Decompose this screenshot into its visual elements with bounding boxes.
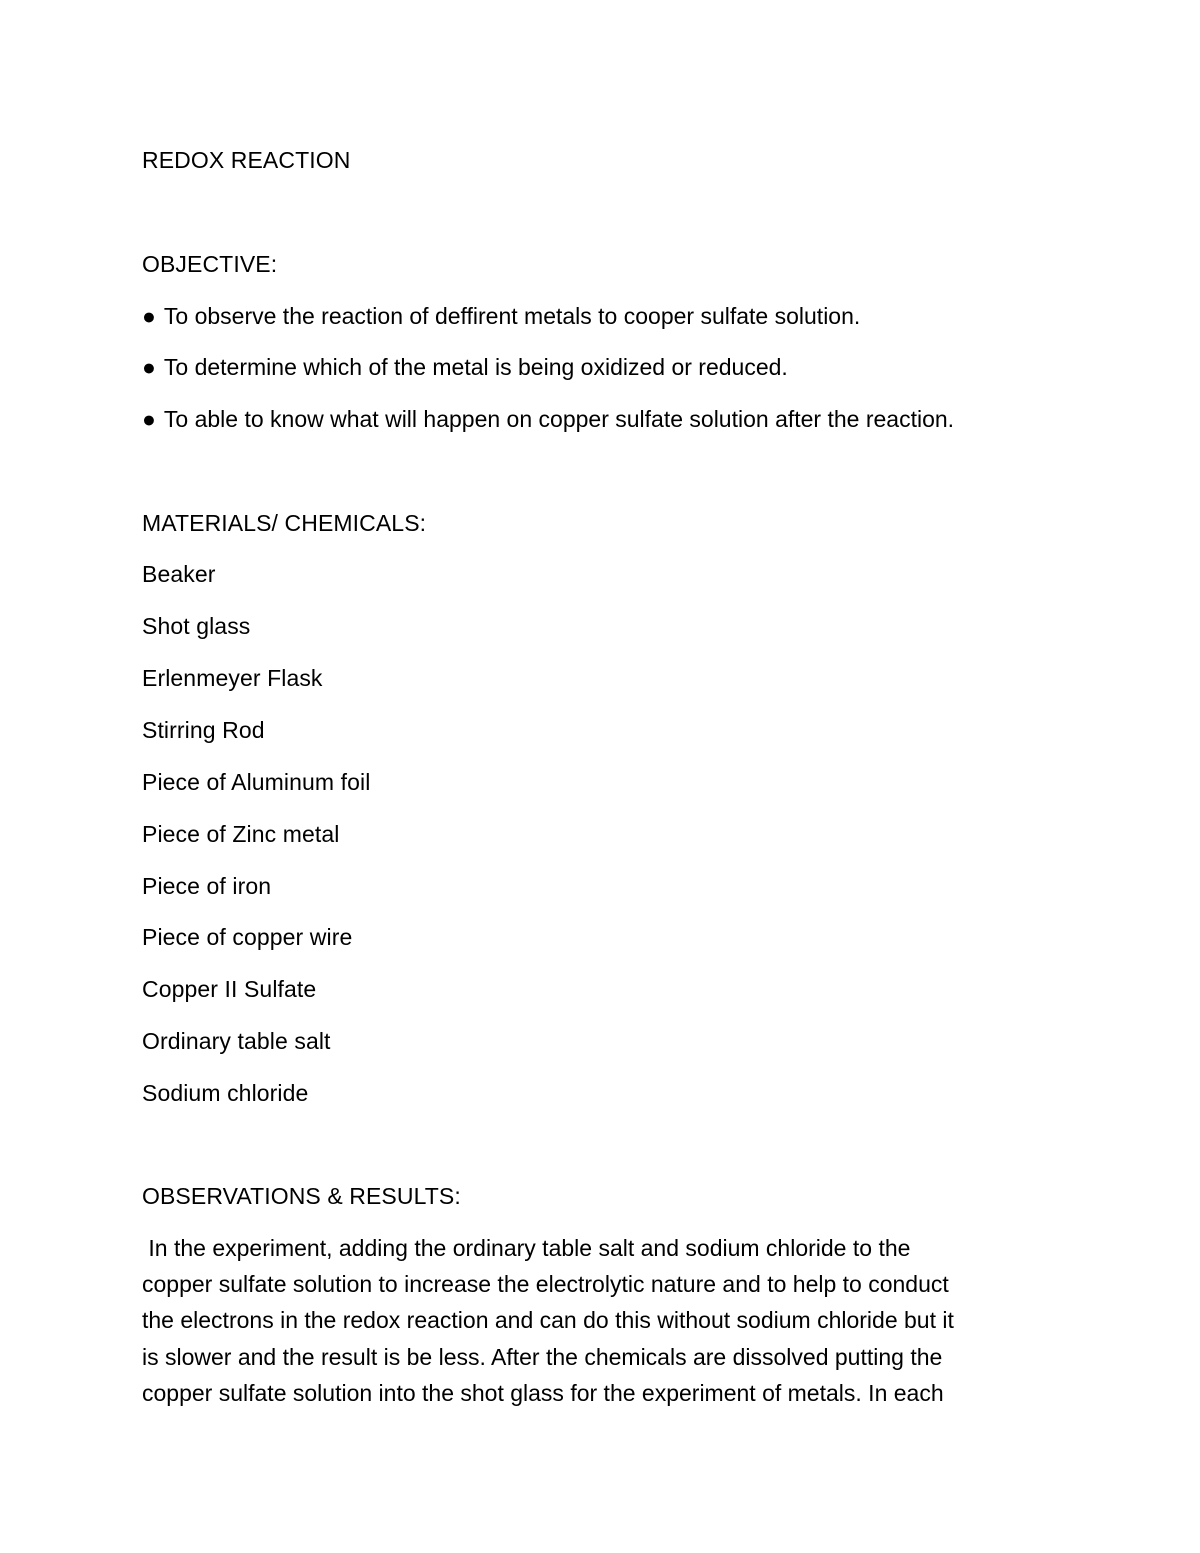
bullet-icon: ● bbox=[142, 406, 156, 432]
paragraph-line: In the experiment, adding the ordinary table salt and sodium chloride to the bbox=[142, 1235, 911, 1261]
objective-item-text: To able to know what will happen on copper sulfate solution after the reaction. bbox=[163, 406, 955, 432]
material-item: Beaker bbox=[142, 561, 216, 587]
objective-item-text: To determine which of the metal is being oxidized or reduced. bbox=[163, 354, 788, 380]
material-item: Piece of Aluminum foil bbox=[142, 769, 371, 795]
objective-item bbox=[142, 405, 954, 433]
bullet-icon: ● bbox=[142, 303, 156, 329]
objective-item-text: To observe the reaction of deffirent metals to cooper sulfate solution. bbox=[163, 303, 861, 329]
paragraph-line: the electrons in the redox reaction and can do this without sodium chloride but it bbox=[142, 1307, 954, 1334]
observations-paragraph bbox=[142, 1230, 1062, 1411]
material-item: Erlenmeyer Flask bbox=[142, 665, 323, 691]
material-item: Piece of Zinc metal bbox=[142, 821, 340, 847]
material-item: Ordinary table salt bbox=[142, 1028, 331, 1054]
objective-item bbox=[142, 353, 788, 381]
material-item: Piece of iron bbox=[142, 873, 272, 899]
paragraph-line: copper sulfate solution into the shot glass for the experiment of metals. In each bbox=[142, 1379, 944, 1406]
objective-item bbox=[142, 302, 860, 330]
material-item: Stirring Rod bbox=[142, 717, 265, 743]
paragraph-line: copper sulfate solution to increase the electrolytic nature and to help to conduct bbox=[142, 1271, 949, 1298]
paragraph-line: is slower and the result is be less. After the chemicals are dissolved putting the bbox=[142, 1343, 943, 1370]
bullet-icon: ● bbox=[142, 354, 156, 380]
material-item: Sodium chloride bbox=[142, 1080, 309, 1106]
material-item: Piece of copper wire bbox=[142, 924, 353, 950]
material-item: Copper II Sulfate bbox=[142, 976, 317, 1002]
observations-heading: OBSERVATIONS & RESULTS: bbox=[142, 1183, 461, 1209]
materials-heading: MATERIALS/ CHEMICALS: bbox=[142, 510, 427, 536]
objective-heading: OBJECTIVE: bbox=[142, 251, 278, 277]
document-title: REDOX REACTION bbox=[142, 147, 351, 173]
material-item: Shot glass bbox=[142, 613, 251, 639]
